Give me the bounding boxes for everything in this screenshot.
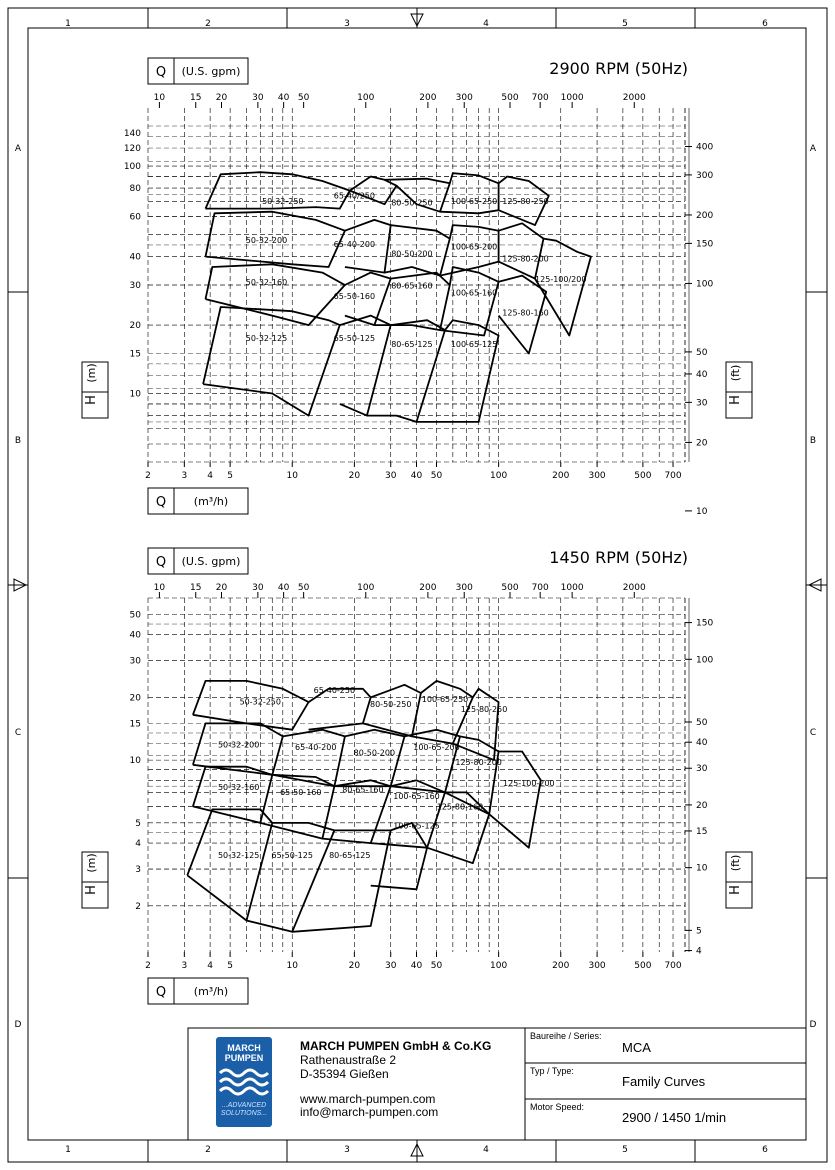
y-tick-label-m: 100 (123, 162, 141, 173)
pump-label-50-32-200: 50-32-200 (245, 235, 288, 245)
y-tick-label-m: 30 (129, 656, 141, 667)
x-tick-label-m3h: 50 (430, 961, 443, 971)
company-street: Rathenaustraße 2 (300, 1053, 397, 1067)
pump-label-125-80-200: 125-80-200 (502, 254, 549, 264)
y-tick-label-ft: 10 (696, 506, 708, 517)
x-tick-label-m3h: 50 (430, 471, 443, 481)
column-label-1: 1 (65, 19, 71, 29)
y-tick-label-m: 15 (129, 349, 141, 360)
company-email[interactable]: info@march-pumpen.com (300, 1105, 439, 1119)
y-tick-label-m: 120 (123, 144, 141, 155)
pump-curve-80-65-125 (292, 830, 391, 931)
head-m-label-unit: (m) (85, 363, 98, 383)
x-tick-label-m3h: 10 (286, 471, 298, 481)
pump-label-50-32-125: 50-32-125 (245, 334, 288, 344)
series-label: Baureihe / Series: (530, 1031, 602, 1041)
y-tick-label-m: 15 (129, 719, 141, 730)
pump-label-50-32-160: 50-32-160 (217, 782, 260, 792)
speed-value: 2900 / 1450 1/min (622, 1110, 727, 1125)
gpm-label-symbol: Q (155, 555, 167, 570)
y-tick-label-ft: 150 (696, 239, 714, 250)
y-tick-label-ft: 30 (696, 764, 708, 775)
pump-label-65-40/250: 65-40/250 (333, 191, 375, 201)
head-m-label-symbol: H (84, 885, 99, 895)
y-tick-label-m: 4 (135, 839, 141, 850)
pump-label-80-65-160: 80-65-160 (342, 785, 384, 795)
row-label-B: B (14, 436, 22, 446)
x-tick-label-gpm: 40 (277, 583, 290, 593)
x-tick-label-m3h: 20 (348, 961, 361, 971)
x-tick-label-m3h: 300 (588, 961, 606, 971)
y-tick-label-ft: 40 (696, 738, 708, 749)
pump-label-80-65-125: 80-65-125 (329, 850, 371, 860)
logo-line-2: PUMPEN (224, 1053, 264, 1063)
x-tick-label-gpm: 700 (531, 583, 549, 593)
x-tick-label-gpm: 500 (501, 583, 519, 593)
x-tick-label-m3h: 30 (384, 961, 397, 971)
x-tick-label-m3h: 500 (634, 471, 652, 481)
pump-curve-chart-1 (82, 58, 752, 517)
x-tick-label-m3h: 100 (490, 961, 508, 971)
gpm-label-symbol: Q (155, 65, 167, 80)
pump-label-125-80-250: 125-80-250 (460, 705, 508, 715)
y-tick-label-ft: 5 (696, 926, 702, 937)
pump-label-65-50-125: 65-50-125 (271, 850, 313, 860)
column-label-bottom-2: 2 (205, 1145, 211, 1155)
x-tick-label-gpm: 300 (455, 583, 473, 593)
m3h-label-symbol: Q (155, 495, 167, 510)
x-tick-label-gpm: 500 (501, 93, 519, 103)
y-tick-label-ft: 15 (696, 826, 708, 837)
y-tick-label-ft: 20 (696, 800, 708, 811)
y-tick-label-ft: 100 (696, 279, 714, 290)
y-tick-label-m: 2 (135, 901, 141, 912)
x-tick-label-gpm: 100 (357, 583, 375, 593)
x-tick-label-m3h: 100 (490, 471, 508, 481)
head-ft-label-unit: (ft) (729, 364, 742, 382)
pump-label-80-65-125: 80-65-125 (391, 340, 433, 350)
x-tick-label-m3h: 300 (588, 471, 606, 481)
pump-label-100-65-125: 100-65-125 (450, 340, 498, 350)
x-tick-label-m3h: 5 (227, 961, 233, 971)
y-tick-label-ft: 10 (696, 863, 708, 874)
y-tick-label-m: 50 (129, 610, 141, 621)
pump-curve-65-50-125 (340, 316, 391, 416)
pump-label-100-65-160: 100-65-160 (450, 288, 498, 298)
x-tick-label-gpm: 20 (215, 583, 228, 593)
y-tick-label-m: 3 (135, 865, 141, 876)
x-tick-label-gpm: 100 (357, 93, 375, 103)
x-tick-label-gpm: 200 (419, 93, 437, 103)
pump-label-125-100-200: 125-100-200 (502, 779, 555, 789)
m3h-label-unit: (m³/h) (193, 985, 229, 998)
column-label-2: 2 (205, 19, 211, 29)
company-website[interactable]: www.march-pumpen.com (300, 1092, 436, 1106)
y-tick-label-ft: 400 (696, 142, 714, 153)
column-label-bottom-4: 4 (483, 1145, 489, 1155)
pump-label-80-50-250: 80-50-250 (370, 699, 412, 709)
x-tick-label-gpm: 1000 (560, 93, 584, 103)
pump-label-50-32-200: 50-32-200 (217, 740, 260, 750)
pump-curve-50-32-160 (206, 264, 345, 325)
x-tick-label-gpm: 2000 (622, 583, 646, 593)
x-tick-label-m3h: 3 (181, 471, 188, 481)
m3h-label-unit: (m³/h) (193, 495, 229, 508)
pump-label-80-50-250: 80-50-250 (391, 198, 433, 208)
pump-curve-chart-2 (82, 548, 752, 1004)
pump-label-100-65-125: 100-65-125 (393, 821, 440, 831)
pump-label-125-80-160: 125-80-160 (436, 802, 484, 812)
y-tick-label-m: 140 (123, 128, 141, 139)
x-tick-label-m3h: 4 (207, 471, 213, 481)
x-tick-label-m3h: 20 (348, 471, 361, 481)
chart-title: 2900 RPM (50Hz) (549, 59, 688, 78)
column-label-bottom-6: 6 (762, 1145, 768, 1155)
x-tick-label-gpm: 300 (455, 93, 473, 103)
pump-label-65-50-125: 65-50-125 (333, 334, 376, 344)
head-ft-label-symbol: H (728, 395, 743, 405)
x-tick-label-gpm: 10 (153, 583, 166, 593)
head-ft-label-symbol: H (728, 885, 743, 895)
column-label-bottom-3: 3 (344, 1145, 350, 1155)
column-label-bottom-1: 1 (65, 1145, 71, 1155)
x-tick-label-gpm: 40 (277, 93, 290, 103)
pump-curve-80-50-250 (363, 685, 421, 737)
pump-curve-100-65-125 (371, 823, 427, 889)
x-tick-label-m3h: 200 (552, 961, 570, 971)
pump-label-100-65-250: 100-65-250 (450, 197, 498, 207)
x-tick-label-m3h: 700 (664, 961, 682, 971)
x-tick-label-gpm: 700 (531, 93, 549, 103)
pump-label-125-100/200: 125-100/200 (535, 274, 587, 284)
m3h-label-symbol: Q (155, 985, 167, 1000)
x-tick-label-m3h: 4 (207, 961, 213, 971)
column-label-3: 3 (344, 19, 350, 29)
row-label-C: C (14, 728, 22, 738)
pump-label-50-32-250: 50-32-250 (239, 697, 281, 707)
row-label-right-A: A (809, 144, 817, 154)
row-label-right-B: B (809, 436, 817, 446)
pump-label-65-40-200: 65-40-200 (295, 742, 337, 752)
pump-label-50-32-125: 50-32-125 (217, 850, 260, 860)
column-label-bottom-5: 5 (622, 1145, 628, 1155)
y-tick-label-m: 40 (129, 252, 141, 263)
pump-label-100-65-160: 100-65-160 (393, 792, 440, 802)
company-name: MARCH PUMPEN GmbH & Co.KG (300, 1039, 492, 1053)
logo-line-1: MARCH (227, 1043, 261, 1053)
series-value: MCA (622, 1040, 651, 1055)
x-tick-label-m3h: 10 (286, 961, 298, 971)
waves-icon (216, 1063, 272, 1097)
x-tick-label-gpm: 10 (153, 93, 166, 103)
row-label-D: D (14, 1020, 22, 1030)
chart-grid (148, 598, 685, 952)
head-ft-label-unit: (ft) (729, 854, 742, 872)
pump-curve-50-32-125 (203, 307, 340, 416)
pump-label-65-50-160: 65-50-160 (333, 292, 376, 302)
x-tick-label-gpm: 15 (190, 93, 202, 103)
gpm-label-unit: (U.S. gpm) (181, 65, 241, 78)
y-tick-label-ft: 20 (696, 438, 708, 449)
pump-curve-100-65-250 (440, 173, 499, 213)
y-tick-label-m: 10 (129, 756, 141, 767)
pump-label-50-32-250: 50-32-250 (262, 197, 304, 207)
row-label-right-C: C (809, 728, 817, 738)
x-tick-label-m3h: 2 (145, 471, 151, 481)
pump-label-125-80-160: 125-80-160 (502, 308, 549, 318)
y-tick-label-m: 60 (129, 212, 141, 223)
x-tick-label-gpm: 15 (190, 583, 202, 593)
type-label: Typ / Type: (530, 1066, 574, 1076)
x-tick-label-gpm: 30 (252, 583, 264, 593)
column-label-6: 6 (762, 19, 768, 29)
pump-label-100-65-250: 100-65-250 (421, 695, 469, 705)
outer-border (8, 8, 827, 1162)
x-tick-label-m3h: 500 (634, 961, 652, 971)
y-tick-label-m: 10 (129, 389, 141, 400)
logo-slogan-2: SOLUTIONS... (220, 1110, 268, 1117)
pump-label-80-50-200: 80-50-200 (391, 249, 433, 259)
pump-label-125-80-200: 125-80-200 (455, 757, 502, 767)
x-tick-label-m3h: 5 (227, 471, 233, 481)
pump-label-100-65-200: 100-65-200 (450, 242, 498, 252)
x-tick-label-m3h: 40 (410, 471, 423, 481)
y-tick-label-ft: 300 (696, 170, 714, 181)
pump-curve-125-80-200 (499, 223, 544, 278)
x-tick-label-gpm: 200 (419, 583, 437, 593)
pump-label-100-65-200: 100-65-200 (413, 742, 460, 752)
x-tick-label-m3h: 700 (664, 471, 682, 481)
y-tick-label-m: 30 (129, 281, 141, 291)
x-tick-label-gpm: 2000 (622, 93, 646, 103)
pump-label-65-50-160: 65-50-160 (280, 788, 322, 798)
head-m-label-symbol: H (84, 395, 99, 405)
y-tick-label-m: 5 (135, 818, 141, 829)
march-pumpen-logo (216, 1037, 272, 1127)
x-tick-label-m3h: 2 (145, 961, 151, 971)
x-tick-label-gpm: 50 (297, 93, 310, 103)
y-tick-label-ft: 50 (696, 347, 708, 358)
column-label-4: 4 (483, 19, 489, 29)
pump-curve-50-32-125 (187, 809, 272, 920)
column-label-5: 5 (622, 19, 628, 29)
pump-label-80-50-200: 80-50-200 (353, 748, 396, 758)
x-tick-label-gpm: 30 (252, 93, 264, 103)
x-tick-label-gpm: 1000 (560, 583, 584, 593)
pump-label-65-40-200: 65-40-200 (333, 240, 376, 250)
x-tick-label-gpm: 50 (297, 583, 310, 593)
row-label-A: A (14, 144, 22, 154)
gpm-label-unit: (U.S. gpm) (181, 555, 241, 568)
y-tick-label-ft: 150 (696, 618, 714, 629)
x-tick-label-m3h: 30 (384, 471, 397, 481)
row-label-right-D: D (809, 1020, 817, 1030)
x-tick-label-gpm: 20 (215, 93, 228, 103)
y-tick-label-ft: 40 (696, 369, 708, 380)
y-tick-label-ft: 30 (696, 398, 708, 409)
y-tick-label-m: 40 (129, 630, 141, 641)
y-tick-label-m: 20 (129, 693, 141, 704)
x-tick-label-m3h: 3 (181, 961, 188, 971)
y-tick-label-ft: 4 (696, 946, 702, 957)
x-tick-label-m3h: 200 (552, 471, 570, 481)
y-tick-label-ft: 50 (696, 718, 708, 729)
y-tick-label-m: 20 (129, 321, 141, 332)
x-tick-label-m3h: 40 (410, 961, 423, 971)
logo-slogan-1: ...ADVANCED (221, 1102, 267, 1109)
pump-label-80-65-160: 80-65-160 (391, 281, 433, 291)
type-value: Family Curves (622, 1074, 706, 1089)
pump-curve-65-50-125 (247, 823, 335, 932)
pump-curve-125-100/200 (535, 239, 591, 336)
head-m-label-unit: (m) (85, 853, 98, 873)
pump-curve-100-65-125 (417, 320, 499, 422)
y-tick-label-ft: 100 (696, 655, 714, 666)
chart-title: 1450 RPM (50Hz) (549, 548, 688, 567)
pump-label-65-40-250: 65-40-250 (313, 685, 356, 695)
pump-label-50-32-160: 50-32-160 (245, 278, 288, 287)
company-city: D-35394 Gießen (300, 1067, 389, 1081)
speed-label: Motor Speed: (530, 1102, 585, 1112)
y-tick-label-ft: 200 (696, 210, 714, 221)
pump-label-125-80-250: 125-80-250 (502, 197, 549, 207)
y-tick-label-m: 80 (129, 184, 141, 195)
